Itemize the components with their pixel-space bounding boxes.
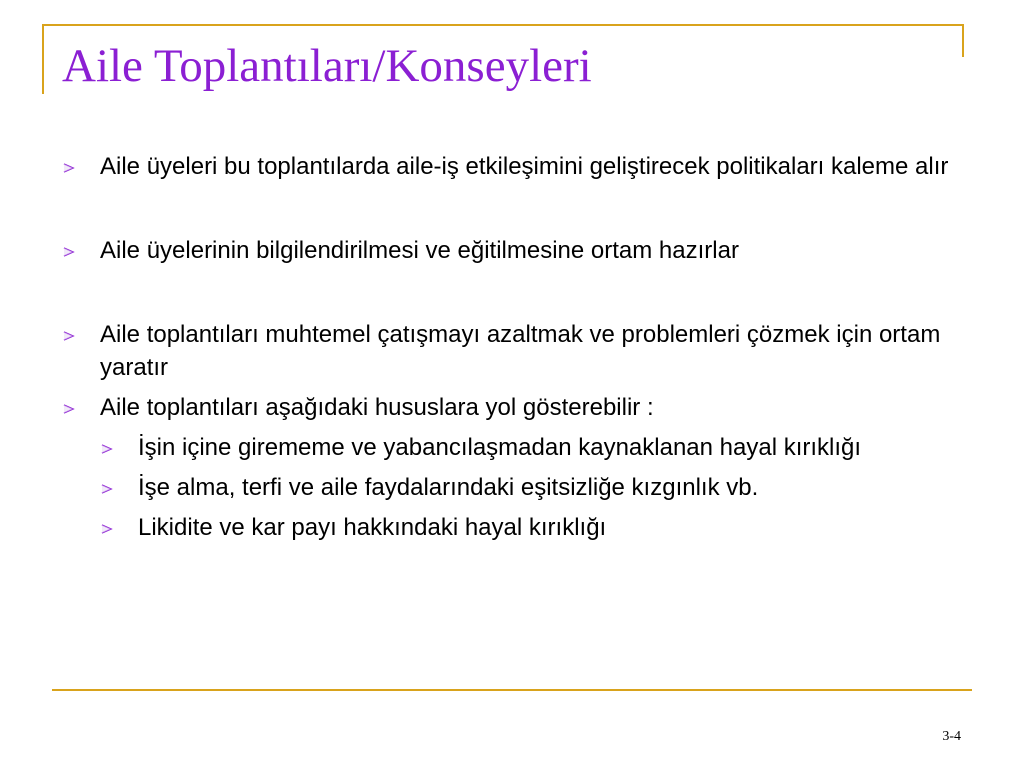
chevron-right-arrow-icon — [98, 511, 138, 544]
page-number: 3-4 — [942, 729, 961, 744]
bullet-item — [60, 318, 960, 384]
frame-right-line — [962, 24, 964, 57]
sub-bullet-text: İşin içine girememe ve yabancılaşmadan kaynaklanan hayal kırıklığı — [138, 434, 862, 461]
bullet-text: Aile toplantıları muhtemel çatışmayı azaltmak ve problemleri çözmek için ortam yaratır — [100, 321, 941, 381]
chevron-right-arrow-icon — [98, 471, 138, 504]
bullet-text: Aile üyeleri bu toplantılarda aile-iş etkileşimini geliştirecek politikaları kaleme alır — [100, 153, 949, 180]
sub-bullet-item — [60, 511, 960, 544]
chevron-right-arrow-icon — [60, 391, 100, 424]
bullet-text: Aile toplantıları aşağıdaki hususlara yol gösterebilir : — [100, 394, 654, 421]
sub-bullet-text: Likidite ve kar payı hakkındaki hayal kırıklığı — [138, 514, 607, 541]
chevron-right-arrow-icon — [60, 150, 100, 183]
sub-bullet-item — [60, 431, 960, 464]
sub-bullet-text: İşe alma, terfi ve aile faydalarındaki eşitsizliğe kızgınlık vb. — [138, 474, 759, 501]
bullet-item — [60, 391, 960, 424]
sub-bullet-item — [60, 471, 960, 504]
slide-content — [60, 150, 960, 544]
bullet-text: Aile üyelerinin bilgilendirilmesi ve eğitilmesine ortam hazırlar — [100, 237, 739, 264]
bullet-item — [60, 150, 960, 183]
chevron-right-arrow-icon — [60, 234, 100, 267]
chevron-right-arrow-icon — [60, 318, 100, 351]
frame-left-line — [42, 24, 44, 94]
slide-title: Aile Toplantıları/Konseyleri — [62, 40, 592, 92]
frame-top-line — [44, 24, 964, 26]
bullet-item — [60, 234, 960, 267]
footer-divider-line — [52, 689, 972, 691]
chevron-right-arrow-icon — [98, 431, 138, 464]
